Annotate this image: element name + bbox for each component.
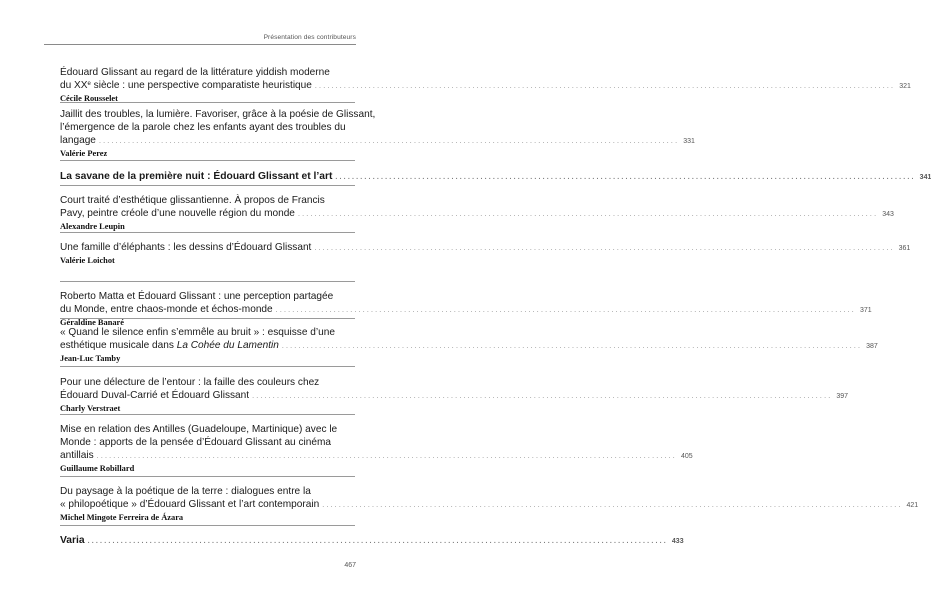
toc-entry[interactable] [60,290,872,328]
entry-title-line: Pour une délecture de l’entour : la faille des couleurs chez [60,377,320,388]
header-rule [44,44,356,45]
dot-leader: ............................................................................................................................................ [322,502,903,509]
entry-title-line: l’émergence de la parole chez les enfants ayant des troubles du [60,122,346,133]
entry-title-line: Monde : apports de la pensée d’Édouard Glissant au cinéma [60,437,332,448]
entry-title-line: « Quand le silence enfin s’emmêle au bruit » : esquisse d’une [60,327,335,338]
entry-author: Cécile Rousselet [60,94,118,103]
dot-leader: ............................................................................................................................................ [314,245,895,252]
entry-title-last-line [60,170,931,184]
entry-author: Valérie Loichot [60,256,115,265]
entry-page-number: 343 [882,211,894,218]
entry-author: Charly Verstraet [60,404,121,413]
entry-page-number: 331 [683,138,695,145]
entry-title-text: du Monde, entre chaos-monde et échos-monde [60,304,273,315]
dot-leader: ............................................................................................................................................ [87,538,668,545]
entry-page-number: 387 [866,343,878,350]
entry-title-text: Varia [60,535,85,546]
entry-title-last-line [60,303,872,317]
entry-title-line: Édouard Glissant au regard de la littérature yiddish moderne [60,67,330,78]
entry-title-text: antillais [60,450,94,461]
entry-separator [60,525,355,526]
dot-leader: ............................................................................................................................................ [314,83,896,90]
toc-entry[interactable] [60,485,919,523]
entry-title-line: Jaillit des troubles, la lumière. Favoriser, grâce à la poésie de Glissant, [60,109,376,120]
dot-leader: ............................................................................................................................................ [252,393,833,400]
dot-leader: ............................................................................................................................................ [98,138,680,145]
entry-title-text: langage [60,135,96,146]
toc-section[interactable] [60,170,931,184]
entry-page-number: 341 [919,174,931,181]
entry-separator [60,414,355,415]
dot-leader: ............................................................................................................................................ [297,211,879,218]
entry-title-line: Court traité d’esthétique glissantienne. À propos de Francis [60,195,325,206]
entry-author: Alexandre Leupin [60,222,125,231]
entry-title-last-line [60,339,878,353]
toc-entry[interactable] [60,66,911,104]
entry-title-text: esthétique musicale dans La Cohée du Lamentin [60,340,279,351]
entry-title-line: Du paysage à la poétique de la terre : dialogues entre la [60,486,311,497]
entry-author: Valérie Perez [60,149,108,158]
entry-title-last-line [60,241,911,255]
entry-title-text: du XXe siècle : une perspective comparatiste heuristique [60,80,312,91]
entry-title-text: Pavy, peintre créole d’une nouvelle région du monde [60,208,295,219]
entry-title-last-line [60,134,695,148]
entry-page-number: 361 [898,245,911,252]
entry-page-number: 433 [671,538,684,545]
toc-section[interactable] [60,534,684,548]
toc-entry[interactable] [60,326,878,364]
entry-separator [60,476,355,477]
entry-title-line: Roberto Matta et Édouard Glissant : une perception partagée [60,291,334,302]
entry-title-text: Une famille d’éléphants : les dessins d’Édouard Glissant [60,242,312,253]
entry-title-last-line [60,534,684,548]
entry-title-last-line [60,389,849,403]
entry-page-number: 421 [906,502,919,509]
entry-title-text: Édouard Duval-Carrié et Édouard Glissant [60,390,250,401]
entry-title-last-line [60,79,911,93]
toc-entry[interactable] [60,194,894,232]
entry-page-number: 371 [859,307,872,314]
entry-author: Guillaume Robillard [60,464,135,473]
entry-separator [60,281,355,282]
toc-entry[interactable] [60,241,911,266]
toc-entry[interactable] [60,423,693,474]
dot-leader: ............................................................................................................................................ [281,343,863,350]
toc-entry[interactable] [60,376,849,414]
entry-title-text: La savane de la première nuit : Édouard Glissant et l’art [60,171,333,182]
entry-page-number: 321 [899,83,911,90]
entry-separator [60,102,355,103]
entry-title-text: « philopoétique » d’Édouard Glissant et l’art contemporain [60,499,320,510]
entry-author: Jean-Luc Tamby [60,354,121,363]
entry-page-number: 405 [680,453,693,460]
dot-leader: ............................................................................................................................................ [96,453,677,460]
entry-separator [60,366,355,367]
dot-leader: ............................................................................................................................................ [275,307,856,314]
entry-title-last-line [60,498,919,512]
page-number: 467 [344,562,356,569]
entry-separator [60,232,355,233]
entry-separator [60,318,355,319]
entry-author: Géraldine Banaré [60,318,124,327]
dot-leader: ............................................................................................................................................ [335,174,916,181]
entry-title-last-line [60,207,894,221]
entry-author: Michel Mingote Ferreira de Ázara [60,513,184,522]
entry-separator [60,160,355,161]
running-head: Présentation des contributeurs [263,34,356,41]
entry-separator [60,185,355,186]
entry-page-number: 397 [836,393,849,400]
toc-entry[interactable] [60,108,695,159]
entry-title-last-line [60,449,693,463]
entry-title-line: Mise en relation des Antilles (Guadeloupe, Martinique) avec le [60,424,338,435]
